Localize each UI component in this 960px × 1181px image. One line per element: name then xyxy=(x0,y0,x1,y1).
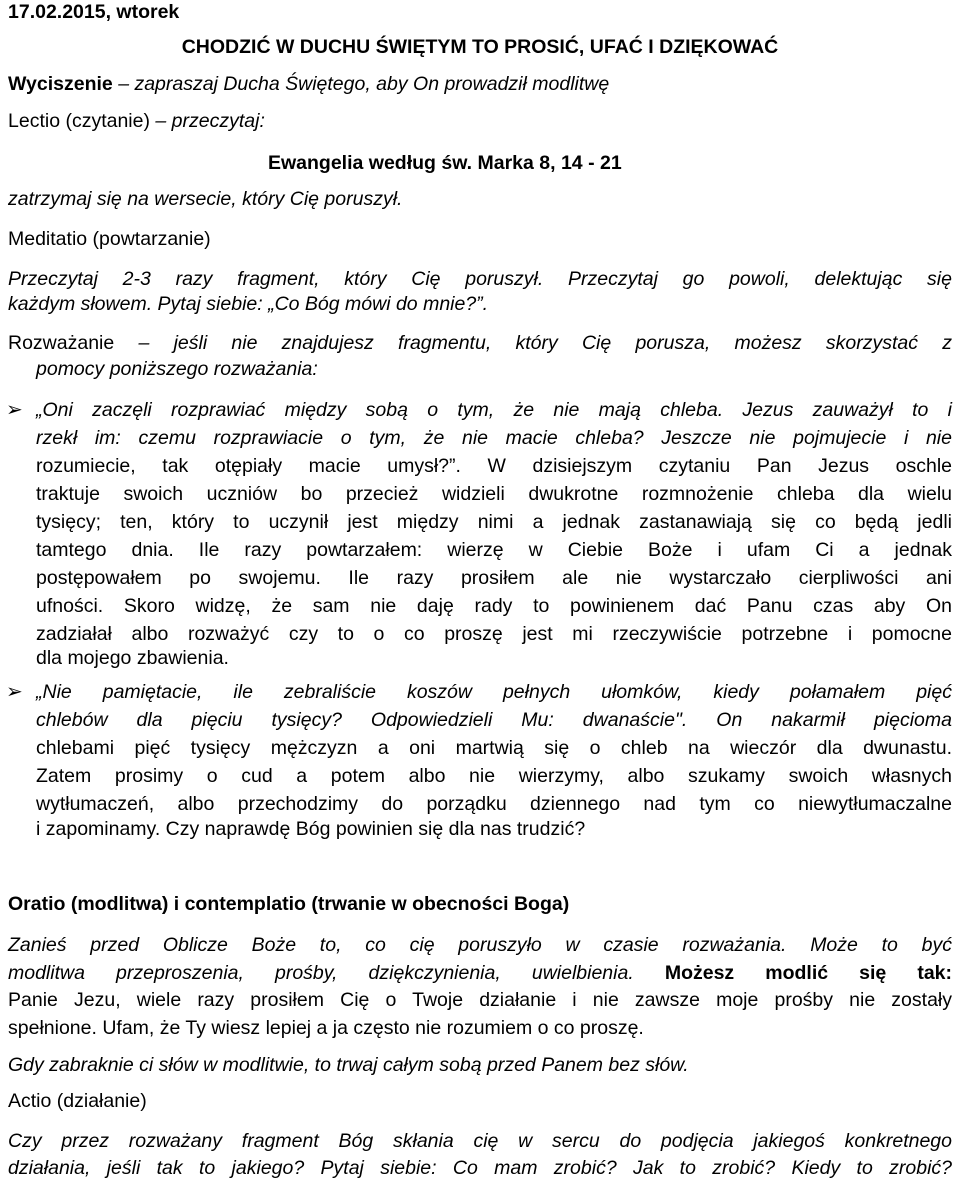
meditatio-heading: Meditatio (powtarzanie) xyxy=(8,228,211,250)
lectio-text: – przeczytaj: xyxy=(155,110,265,132)
lectio-line xyxy=(8,108,265,134)
date-line: 17.02.2015, wtorek xyxy=(8,1,180,23)
meditatio-line-1: Przeczytaj 2-3 razy fragment, który Cię poruszył. Przeczytaj go powoli, delektując się xyxy=(8,268,952,290)
bullet-1-line-3: rozumiecie, tak otępiały macie umysł?”. W dzisiejszym czytaniu Pan Jezus oschle xyxy=(36,455,952,477)
document-title: CHODZIĆ W DUCHU ŚWIĘTYM TO PROSIĆ, UFAĆ I DZIĘKOWAĆ xyxy=(181,36,779,58)
bullet-2-line-1: „Nie pamiętacie, ile zebraliście koszów pełnych ułomków, kiedy połamałem pięć xyxy=(36,681,952,703)
wyciszenie-label: Wyciszenie xyxy=(8,73,113,95)
bullet-2-line-4: Zatem prosimy o cud a potem albo nie wierzymy, albo szukamy swoich własnych xyxy=(36,765,952,787)
stop-instruction: zatrzymaj się na wersecie, który Cię poruszył. xyxy=(8,188,403,210)
wyciszenie-line xyxy=(8,71,609,97)
bullet-1-line-10: dla mojego zbawienia. xyxy=(36,647,229,669)
reading-reference: Ewangelia według św. Marka 8, 14 - 21 xyxy=(268,152,622,174)
actio-line-2: działania, jeśli tak to jakiego? Pytaj siebie: Co mam zrobić? Jak to zrobić? Kiedy to zrobić? xyxy=(8,1157,952,1179)
bullet-1-line-4: traktuje swoich uczniów bo przecież widzieli dwukrotne rozmnożenie chleba dla wielu xyxy=(36,483,952,505)
oratio-line-5: Gdy zabraknie ci słów w modlitwie, to trwaj całym sobą przed Panem bez słów. xyxy=(8,1054,689,1076)
oratio-line-2 xyxy=(8,960,952,986)
bullet-1-line-6: tamtego dnia. Ile razy powtarzałem: wierzę w Ciebie Boże i ufam Ci a jednak xyxy=(36,539,952,561)
rozwazanie-line-2: pomocy poniższego rozważania: xyxy=(36,358,318,380)
meditatio-line-2: każdym słowem. Pytaj siebie: „Co Bóg mówi do mnie?”. xyxy=(8,293,489,315)
rozwazanie-label: Rozważanie xyxy=(8,332,115,354)
bullet-arrow-icon: ➢ xyxy=(6,399,23,421)
actio-heading: Actio (działanie) xyxy=(8,1090,147,1112)
bullet-2-line-2 xyxy=(36,707,952,733)
bullet-2-line-3: chlebami pięć tysięcy mężczyzn a oni martwią się o chleb na wieczór dla dwunastu. xyxy=(36,737,952,759)
oratio-line-3: Panie Jezu, wiele razy prosiłem Cię o Twoje działanie i nie zawsze moje prośby nie zostały xyxy=(8,989,952,1011)
bullet-arrow-icon: ➢ xyxy=(6,681,23,703)
actio-line-1: Czy przez rozważany fragment Bóg skłania cię w sercu do podjęcia jakiegoś konkretnego xyxy=(8,1130,952,1152)
bullet-1-line-1: „Oni zaczęli rozprawiać między sobą o tym, że nie mają chleba. Jezus zauważył to i xyxy=(36,399,952,421)
rozwazanie-line-1 xyxy=(8,330,952,356)
oratio-line-2-italic: modlitwa przeproszenia, prośby, dziękczynienia, uwielbienia. xyxy=(8,962,634,984)
wyciszenie-text: – zapraszaj Ducha Świętego, aby On prowadził modlitwę xyxy=(118,73,610,95)
bullet-2-line-6: i zapominamy. Czy naprawdę Bóg powinien się dla nas trudzić? xyxy=(36,818,586,840)
oratio-line-2-bold: Możesz modlić się tak: xyxy=(664,962,952,984)
bullet-1-line-7: postępowałem po swojemu. Ile razy prosiłem ale nie wystarczało cierpliwości ani xyxy=(36,567,952,589)
rozwazanie-intro: – jeśli nie znajdujesz fragmentu, który Cię porusza, możesz skorzystać z xyxy=(138,332,952,354)
bullet-2-line-5: wytłumaczeń, albo przechodzimy do porządku dziennego nad tym co niewytłumaczalne xyxy=(36,793,952,815)
lectio-label: Lectio (czytanie) xyxy=(8,110,150,132)
oratio-heading: Oratio (modlitwa) i contemplatio (trwanie w obecności Boga) xyxy=(8,893,570,915)
bullet-2-line-2-text: chlebów dla pięciu tysięcy? Odpowiedzieli Mu: dwanaście". On nakarmił pięcioma xyxy=(36,709,952,731)
oratio-line-4: spełnione. Ufam, że Ty wiesz lepiej a ja często nie rozumiem o co proszę. xyxy=(8,1017,644,1039)
bullet-1-line-9: zadziałał albo rozważyć czy to o co proszę jest mi rzeczywiście potrzebne i pomocne xyxy=(36,623,952,645)
oratio-line-1: Zanieś przed Oblicze Boże to, co cię poruszyło w czasie rozważania. Może to być xyxy=(8,934,952,956)
bullet-1-line-5: tysięcy; ten, który to uczynił jest między nimi a jednak zastanawiają się co będą jedli xyxy=(36,511,952,533)
bullet-1-line-2: rzekł im: czemu rozprawiacie o tym, że nie macie chleba? Jeszcze nie pojmujecie i nie xyxy=(36,427,952,449)
bullet-1-line-8: ufności. Skoro widzę, że sam nie daję rady to powinienem dać Panu czas aby On xyxy=(36,595,952,617)
